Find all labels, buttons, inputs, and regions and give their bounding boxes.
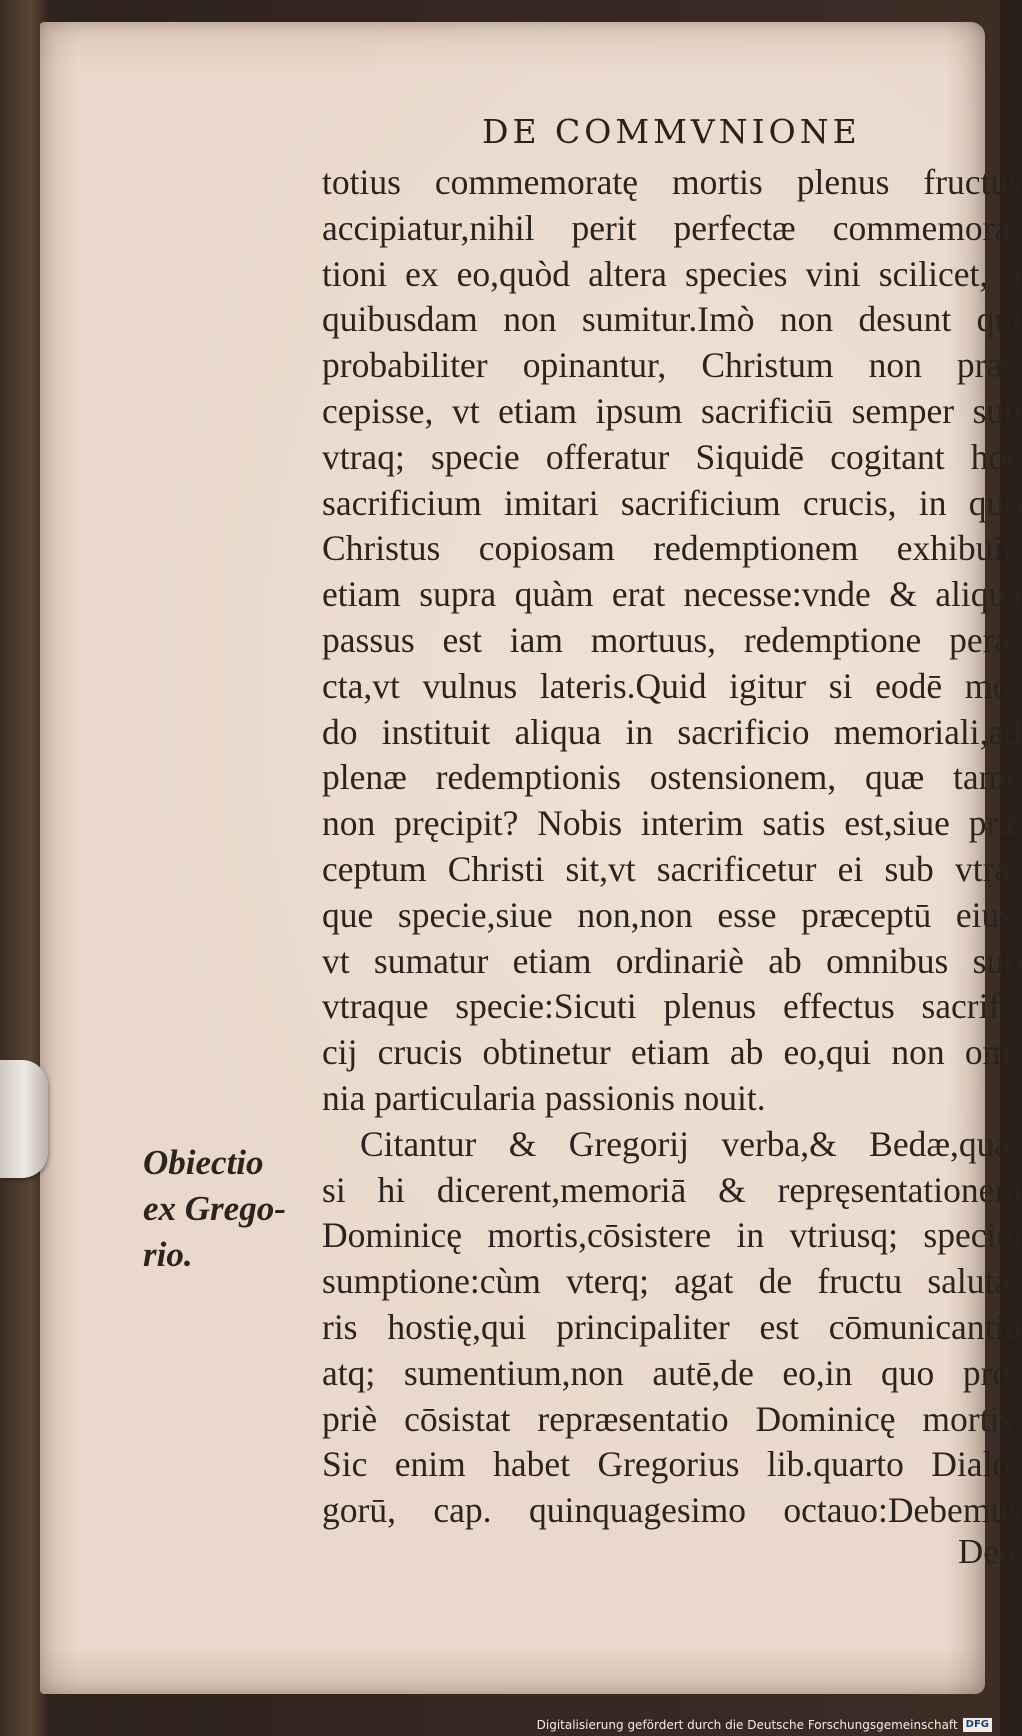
page-clip — [0, 1060, 48, 1178]
text-line: sumptione:cùm vterq; agat de fructu saluta- — [322, 1261, 1022, 1302]
text-line: si hi dicerent,memoriā & repręsentationem — [322, 1169, 1022, 1210]
text-line: tioni ex eo,quòd altera species vini scilicet, à — [322, 253, 1022, 294]
margin-note-line: Obiectio — [143, 1143, 264, 1182]
text-line: cij crucis obtinetur etiam ab eo,qui non om- — [322, 1032, 1022, 1073]
text-line: accipiatur,nihil perit perfectæ commemora- — [322, 207, 1022, 248]
running-head: DE COMMVNIONE — [482, 112, 861, 151]
body-text — [322, 160, 1022, 1534]
text-line: atq; sumentium,non autē,de eo,in quo pro- — [322, 1352, 1022, 1393]
text-line: non pręcipit? Nobis interim satis est,siue præ — [322, 803, 1022, 844]
text-line: plenæ redemptionis ostensionem, quæ tamē — [322, 757, 1022, 798]
text-line: cepisse, vt etiam ipsum sacrificiū semper sub — [322, 390, 1022, 431]
footer-text: Digitalisierung gefördert durch die Deutsche Forschungsgemeinschaft — [536, 1718, 958, 1732]
text-line: Christus copiosam redemptionem exhibuit, — [322, 528, 1022, 569]
margin-note-line: rio. — [143, 1234, 193, 1274]
text-line: sacrificium imitari sacrificium crucis, in quo — [322, 482, 1022, 523]
text-line: cta,vt vulnus lateris.Quid igitur si eodē mo- — [322, 665, 1022, 706]
margin-note-line: ex Grego- — [143, 1188, 286, 1228]
text-line: vt sumatur etiam ordinariè ab omnibus sub — [322, 940, 1022, 981]
text-line: passus est iam mortuus, redemptione pera- — [322, 619, 1022, 660]
text-line: gorū, cap. quinquagesimo octauo:Debemus — [322, 1490, 1022, 1531]
text-line: totius commemoratę mortis plenus fructus — [322, 162, 1022, 202]
text-line: nia particularia passionis nouit. — [322, 1077, 766, 1118]
dfg-logo: DFG — [963, 1718, 992, 1732]
text-line: Sic enim habet Gregorius lib.quarto Dialo- — [322, 1444, 1022, 1485]
text-line: ris hostię,qui principaliter est cōmunicantiū — [322, 1306, 1022, 1347]
text-line: que specie,siue non,non esse præceptū eius, — [322, 894, 1022, 935]
digitization-footer — [537, 1718, 992, 1732]
text-line: ceptum Christi sit,vt sacrificetur ei sub vtra- — [322, 848, 1022, 889]
text-line: Citantur & Gregorij verba,& Bedæ,qua- — [360, 1123, 1022, 1164]
text-line: probabiliter opinantur, Christum non præ- — [322, 345, 1022, 386]
text-line: vtraq; specie offeratur Siquidē cogitant hoc — [322, 436, 1022, 477]
text-line: etiam supra quàm erat necesse:vnde & aliqua — [322, 574, 1022, 615]
text-line: do instituit aliqua in sacrificio memoriali,ad — [322, 711, 1022, 752]
text-line: vtraque specie:Sicuti plenus effectus sacrifi- — [322, 986, 1022, 1027]
text-line: quibusdam non sumitur.Imò non desunt qui — [322, 299, 1022, 340]
text-line: priè cōsistat repræsentatio Dominicę mortis. — [322, 1398, 1022, 1439]
book-page — [40, 22, 1022, 1694]
text-line: Dominicę mortis,cōsistere in vtriusq; speciei — [322, 1215, 1022, 1256]
catchword: Deo — [958, 1532, 1017, 1571]
margin-note — [143, 1140, 286, 1277]
